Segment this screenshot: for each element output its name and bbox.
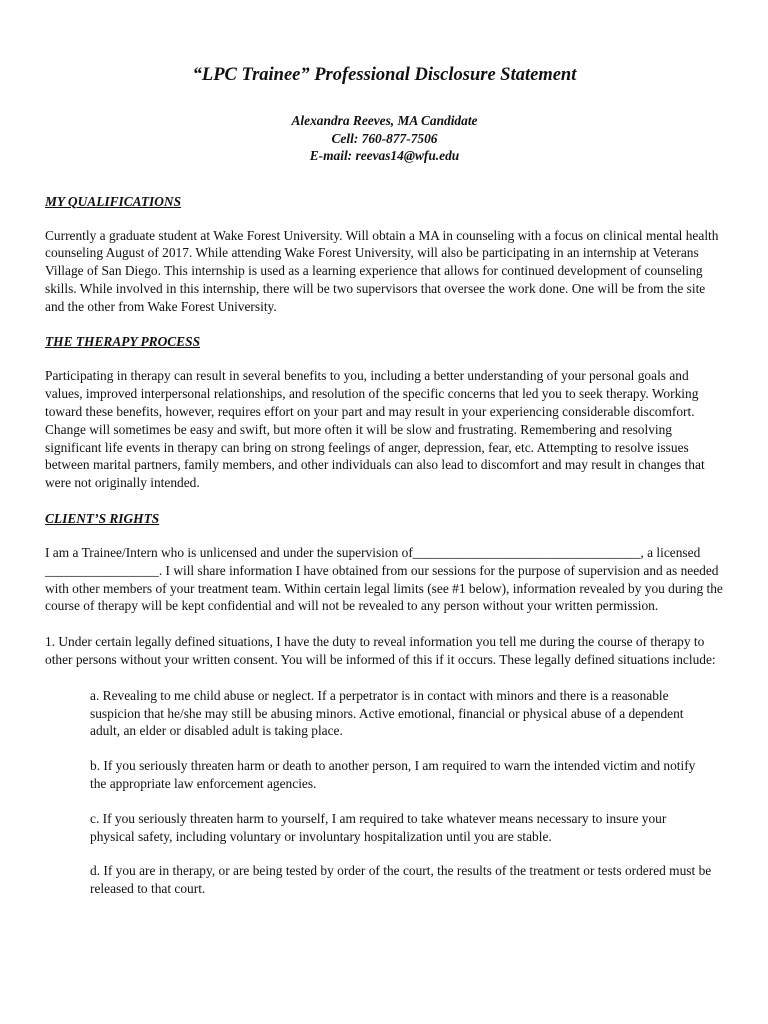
- legal-situation-a: a. Revealing to me child abuse or neglect. If a perpetrator is in contact with minors and there is a reasonable suspicion that he/she may still be abusing minors. Active emotional, financial or physical abuse of a dependent adult, an elder or disabled adult is taking place.: [90, 687, 684, 739]
- email-address: E-mail: reevas14@wfu.edu: [309, 148, 460, 163]
- author-name: Alexandra Reeves, MA Candidate: [291, 113, 478, 128]
- qualifications-heading: MY QUALIFICATIONS: [45, 193, 182, 209]
- legal-limits-item-1: 1. Under certain legally defined situations, I have the duty to reveal information you tell me during the course of therapy to other persons without your written consent. You will be informed of this if it occurs. These legally defined situations include:: [45, 634, 716, 668]
- qualifications-paragraph: Currently a graduate student at Wake Forest University. Will obtain a MA in counseling with a focus on clinical mental health counseling August of 2017. While attending Wake Forest University, will also be participating in an internship at Veterans Village of San Diego. This internship is used as a learning experience that allows for continued development of counseling skills. While involved in this internship, there will be two supervisors that oversee the work done. One will be from the site and the other from Wake Forest University.: [45, 227, 719, 314]
- legal-situation-c: c. If you seriously threaten harm to yourself, I am required to take whatever means necessary to insure your physical safety, including voluntary or involuntary hospitalization until you are stable.: [90, 810, 667, 844]
- clients-rights-intro: I am a Trainee/Intern who is unlicensed and under the supervision of__________________________________, a licensed _________________. I will share information I have obtained from our sessions for the purpose of supervision and as needed with other members of your treatment team. Within certain legal limits (see #1 below), information revealed by you during the course of therapy will be kept confidential and will not be revealed to any person without your written permission.: [45, 545, 723, 614]
- legal-situation-b: b. If you seriously threaten harm or death to another person, I am required to warn the intended victim and notify the appropriate law enforcement agencies.: [90, 758, 696, 792]
- clients-rights-heading: CLIENT’S RIGHTS: [45, 511, 160, 527]
- cell-phone: Cell: 760-877-7506: [331, 130, 438, 146]
- legal-situation-d: d. If you are in therapy, or are being tested by order of the court, the results of the treatment or tests ordered must be released to that court.: [90, 863, 712, 897]
- therapy-process-paragraph: Participating in therapy can result in several benefits to you, including a better understanding of your personal goals and values, improved interpersonal relationships, and resolution of the specific concerns that led you to seek therapy. Working toward these benefits, however, requires effort on your part and may result in your experiencing considerable discomfort. Change will sometimes be easy and swift, but more often it will be slow and frustrating. Remembering and resolving significant life events in therapy can bring on strong feelings of anger, depression, fear, etc. Attempting to resolve issues between marital partners, family members, and other individuals can also lead to discomfort and may result in changes that were not originally intended.: [45, 368, 705, 491]
- therapy-process-heading: THE THERAPY PROCESS: [45, 334, 201, 350]
- contact-block: [45, 112, 724, 165]
- document-title: “LPC Trainee” Professional Disclosure Statement: [192, 65, 577, 85]
